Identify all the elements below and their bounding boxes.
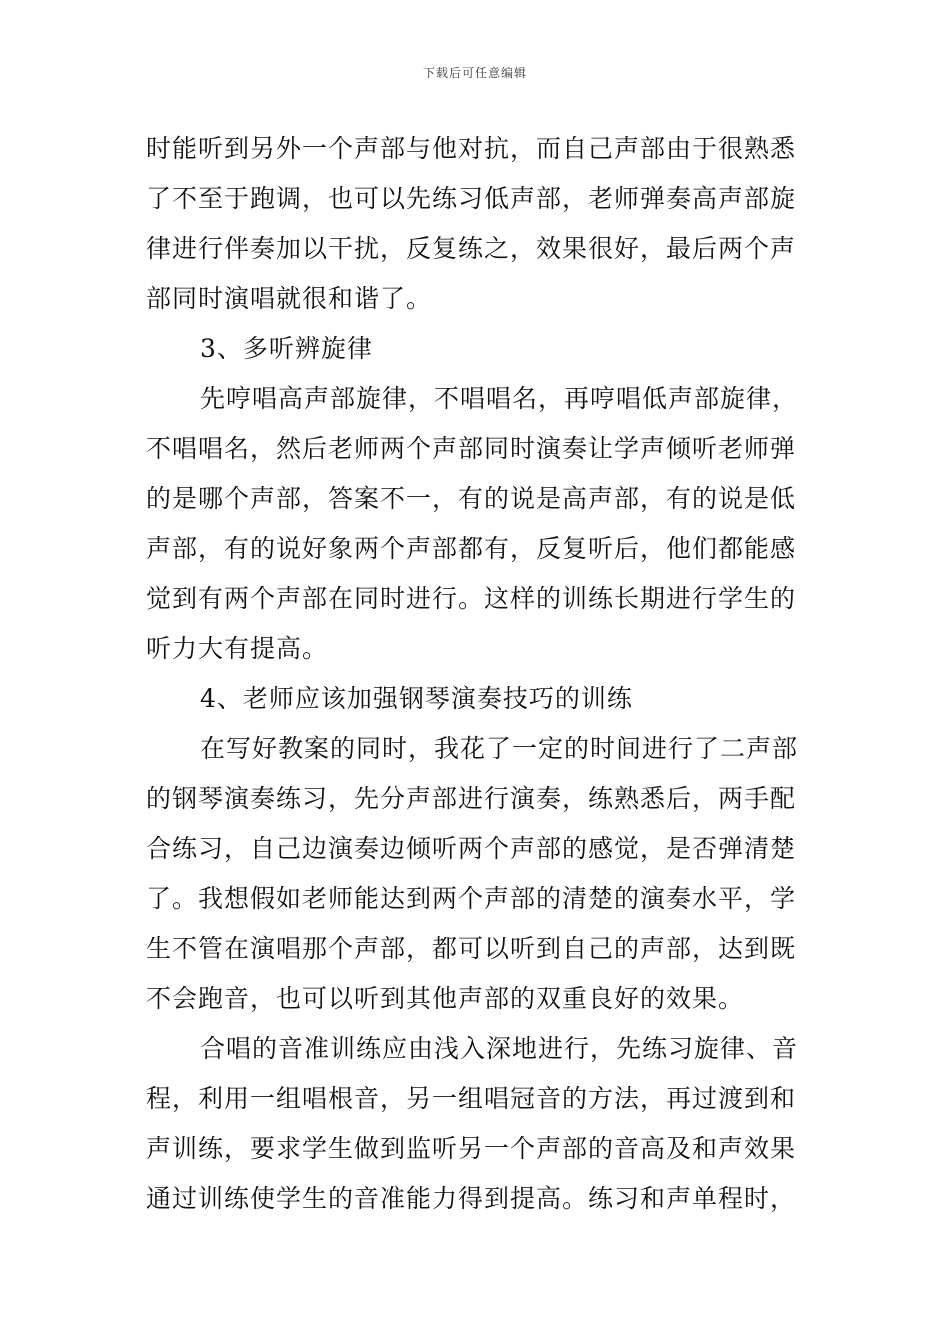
text-line: 了不至于跑调，也可以先练习低声部，老师弹奏高声部旋 [146,184,797,213]
document-body [146,124,810,1224]
paragraph-start: 先哼唱高声部旋律，不唱唱名，再哼唱低声部旋律， [200,384,799,413]
text-line: 合练习，自己边演奏边倾听两个声部的感觉，是否弹清楚 [146,834,797,863]
text-line: 觉到有两个声部在同时进行。这样的训练长期进行学生的 [146,584,797,613]
paragraph-start: 合唱的音准训练应由浅入深地进行，先练习旋律、音 [200,1034,799,1063]
page-header-note: 下载后可任意编辑 [422,66,527,80]
section-heading: 4、老师应该加强钢琴演奏技巧的训练 [200,684,633,713]
text-line: 的钢琴演奏练习，先分声部进行演奏，练熟悉后，两手配 [146,784,797,813]
section-heading: 3、多听辨旋律 [200,334,373,363]
text-line: 生不管在演唱那个声部，都可以听到自己的声部，达到既 [146,934,797,963]
text-line: 了。我想假如老师能达到两个声部的清楚的演奏水平，学 [146,884,797,913]
text-line: 声训练，要求学生做到监听另一个声部的音高及和声效果 [146,1134,797,1163]
text-line: 通过训练使学生的音准能力得到提高。练习和声单程时， [146,1184,797,1213]
text-line: 听力大有提高。 [146,634,329,663]
text-line: 不会跑音，也可以听到其他声部的双重良好的效果。 [146,984,745,1013]
text-line: 时能听到另外一个声部与他对抗，而自己声部由于很熟悉 [146,134,797,163]
text-line: 程，利用一组唱根音，另一组唱冠音的方法，再过渡到和 [146,1084,797,1113]
text-line: 部同时演唱就很和谐了。 [146,284,433,313]
text-line: 的是哪个声部，答案不一，有的说是高声部，有的说是低 [146,484,797,513]
text-line: 不唱唱名，然后老师两个声部同时演奏让学声倾听老师弹 [146,434,797,463]
text-line: 声部，有的说好象两个声部都有，反复听后，他们都能感 [146,534,797,563]
text-line: 律进行伴奏加以干扰，反复练之，效果很好，最后两个声 [146,234,797,263]
paragraph-start: 在写好教案的同时，我花了一定的时间进行了二声部 [200,734,799,763]
